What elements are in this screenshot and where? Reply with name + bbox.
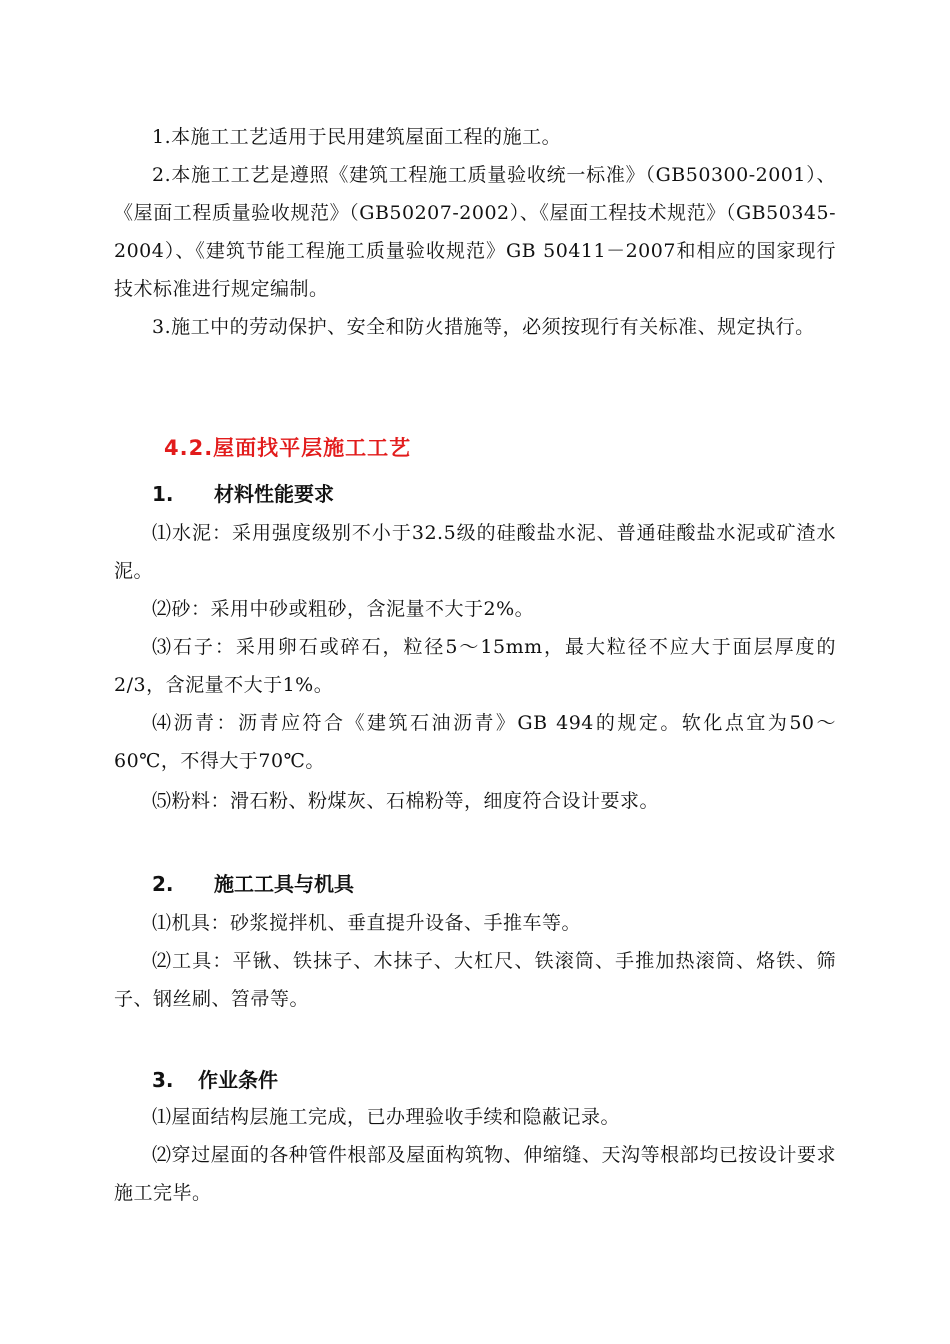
materials-item-1: ⑴水泥：采用强度级别不小于32.5级的硅酸盐水泥、普通硅酸盐水泥或矿渣水泥。 — [114, 522, 836, 582]
materials-item-3: ⑶石子：采用卵石或碎石，粒径5～15mm，最大粒径不应大于面层厚度的2/3，含泥量不大于1%。 — [114, 636, 836, 696]
conditions-heading-title: 作业条件 — [198, 1068, 278, 1092]
tools-heading — [152, 868, 354, 897]
tools-item-1: ⑴机具：砂浆搅拌机、垂直提升设备、手推车等。 — [152, 912, 582, 934]
conditions-item-2: ⑵穿过屋面的各种管件根部及屋面构筑物、伸缩缝、天沟等根部均已按设计要求施工完毕。 — [114, 1144, 836, 1204]
conditions-heading-number: 3. — [152, 1068, 174, 1092]
section-title: 4.2.屋面找平层施工工艺 — [164, 436, 412, 460]
materials-item-5: ⑸粉料：滑石粉、粉煤灰、石棉粉等，细度符合设计要求。 — [152, 790, 660, 812]
materials-heading-number: 1. — [152, 482, 174, 506]
conditions-heading — [152, 1064, 278, 1093]
materials-heading-title: 材料性能要求 — [214, 482, 334, 506]
tools-heading-number: 2. — [152, 872, 174, 896]
tools-heading-title: 施工工具与机具 — [214, 872, 354, 896]
conditions-item-1: ⑴屋面结构层施工完成，已办理验收手续和隐蔽记录。 — [152, 1106, 621, 1128]
intro-paragraph-2: 2.本施工工艺是遵照《建筑工程施工质量验收统一标准》（GB50300-2001）、《屋面工程质量验收规范》（GB50207-2002）、《屋面工程技术规范》（GB50345-2004）、《建筑节能工程施工质量验收规范》GB 50411－2007和相应的国家现行技术标准进行规定编制。 — [114, 164, 836, 300]
tools-item-2: ⑵工具：平锹、铁抹子、木抹子、大杠尺、铁滚筒、手推加热滚筒、烙铁、筛子、钢丝刷、笤帚等。 — [114, 950, 836, 1010]
intro-paragraph-1: 1.本施工工艺适用于民用建筑屋面工程的施工。 — [152, 126, 562, 148]
materials-item-2: ⑵砂：采用中砂或粗砂，含泥量不大于2%。 — [152, 598, 535, 620]
intro-paragraph-3: 3.施工中的劳动保护、安全和防火措施等，必须按现行有关标准、规定执行。 — [152, 316, 815, 338]
materials-item-4: ⑷沥青：沥青应符合《建筑石油沥青》GB 494的规定。软化点宜为50～60℃，不得大于70℃。 — [114, 712, 836, 772]
materials-heading — [152, 478, 334, 507]
